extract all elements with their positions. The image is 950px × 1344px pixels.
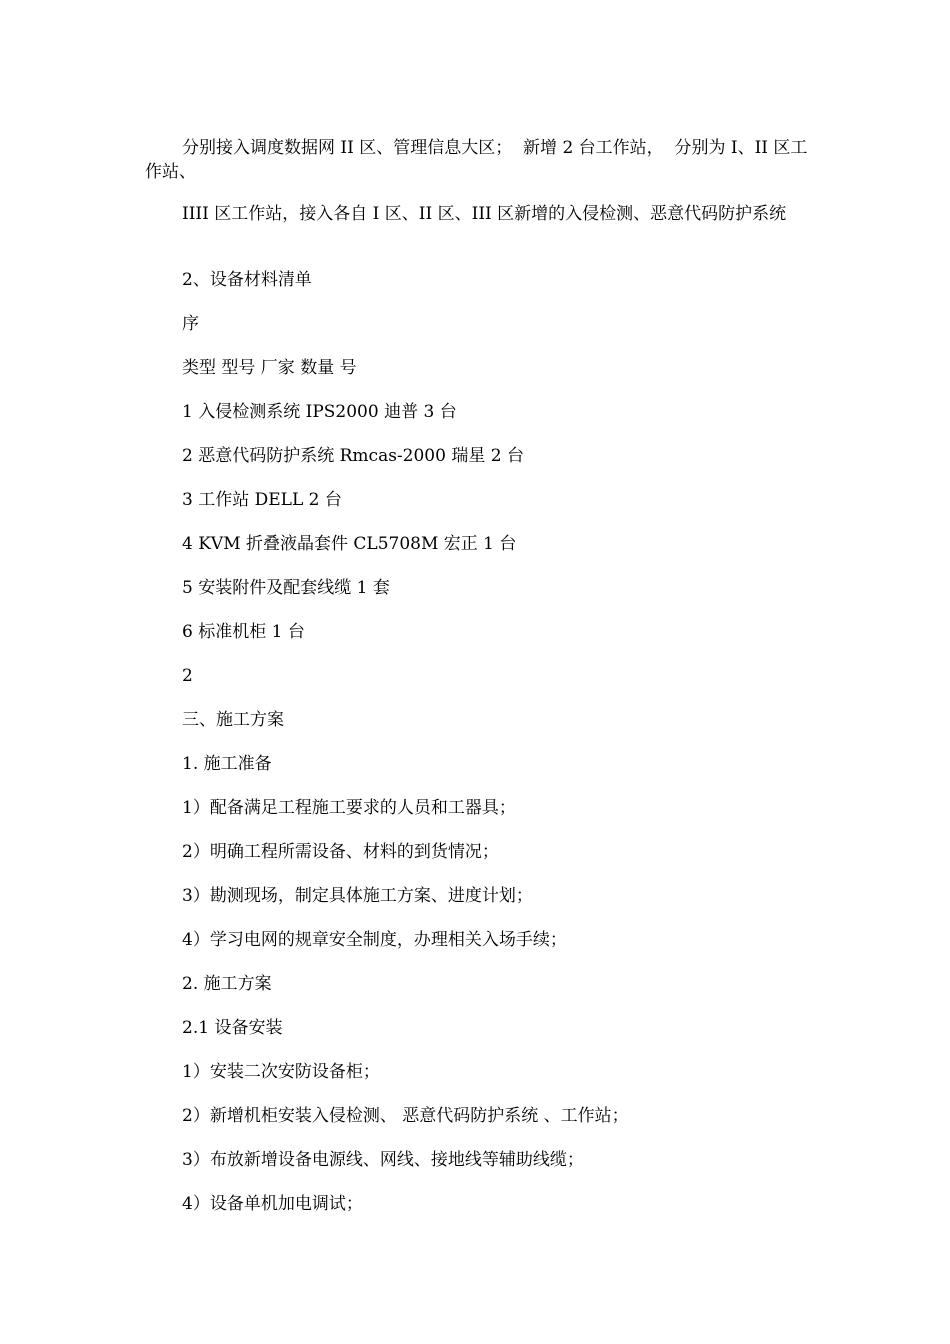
equipment-item-5: 5 安装附件及配套线缆 1 套	[182, 578, 390, 598]
paragraph-2: IIII 区工作站，接入各自 I 区、II 区、III 区新增的入侵检测、恶意代码防护系统	[182, 204, 787, 224]
installation-step-1: 1）安装二次安防设备柜；	[182, 1062, 380, 1082]
equipment-item-1: 1 入侵检测系统 IPS2000 迪普 3 台	[182, 402, 457, 422]
table-header-columns: 类型 型号 厂家 数量 号	[182, 358, 357, 378]
preparation-step-3: 3）勘测现场，制定具体施工方案、进度计划；	[182, 886, 533, 906]
page-number: 2	[182, 666, 193, 686]
preparation-step-1: 1）配备满足工程施工要求的人员和工器具；	[182, 798, 516, 818]
subheading-construction-plan: 2. 施工方案	[182, 974, 272, 994]
equipment-item-6: 6 标准机柜 1 台	[182, 622, 305, 642]
subheading-preparation: 1. 施工准备	[182, 754, 272, 774]
equipment-item-4: 4 KVM 折叠液晶套件 CL5708M 宏正 1 台	[182, 534, 517, 554]
table-header-index: 序	[182, 314, 199, 334]
equipment-item-3: 3 工作站 DELL 2 台	[182, 490, 342, 510]
preparation-step-2: 2）明确工程所需设备、材料的到货情况；	[182, 842, 499, 862]
preparation-step-4: 4）学习电网的规章安全制度，办理相关入场手续；	[182, 930, 567, 950]
section-heading-equipment-list: 2、设备材料清单	[182, 270, 312, 290]
equipment-item-2: 2 恶意代码防护系统 Rmcas-2000 瑞星 2 台	[182, 446, 524, 466]
paragraph-1: 分别接入调度数据网 II 区、管理信息大区； 新增 2 台工作站， 分别为 I、II 区工作站、	[145, 138, 808, 182]
subheading-equipment-installation: 2.1 设备安装	[182, 1018, 283, 1038]
installation-step-4: 4）设备单机加电调试；	[182, 1194, 363, 1214]
installation-step-3: 3）布放新增设备电源线、网线、接地线等辅助线缆；	[182, 1150, 584, 1170]
installation-step-2: 2）新增机柜安装入侵检测、 恶意代码防护系统 、工作站；	[182, 1106, 629, 1126]
section-heading-construction-plan: 三、施工方案	[182, 710, 284, 730]
